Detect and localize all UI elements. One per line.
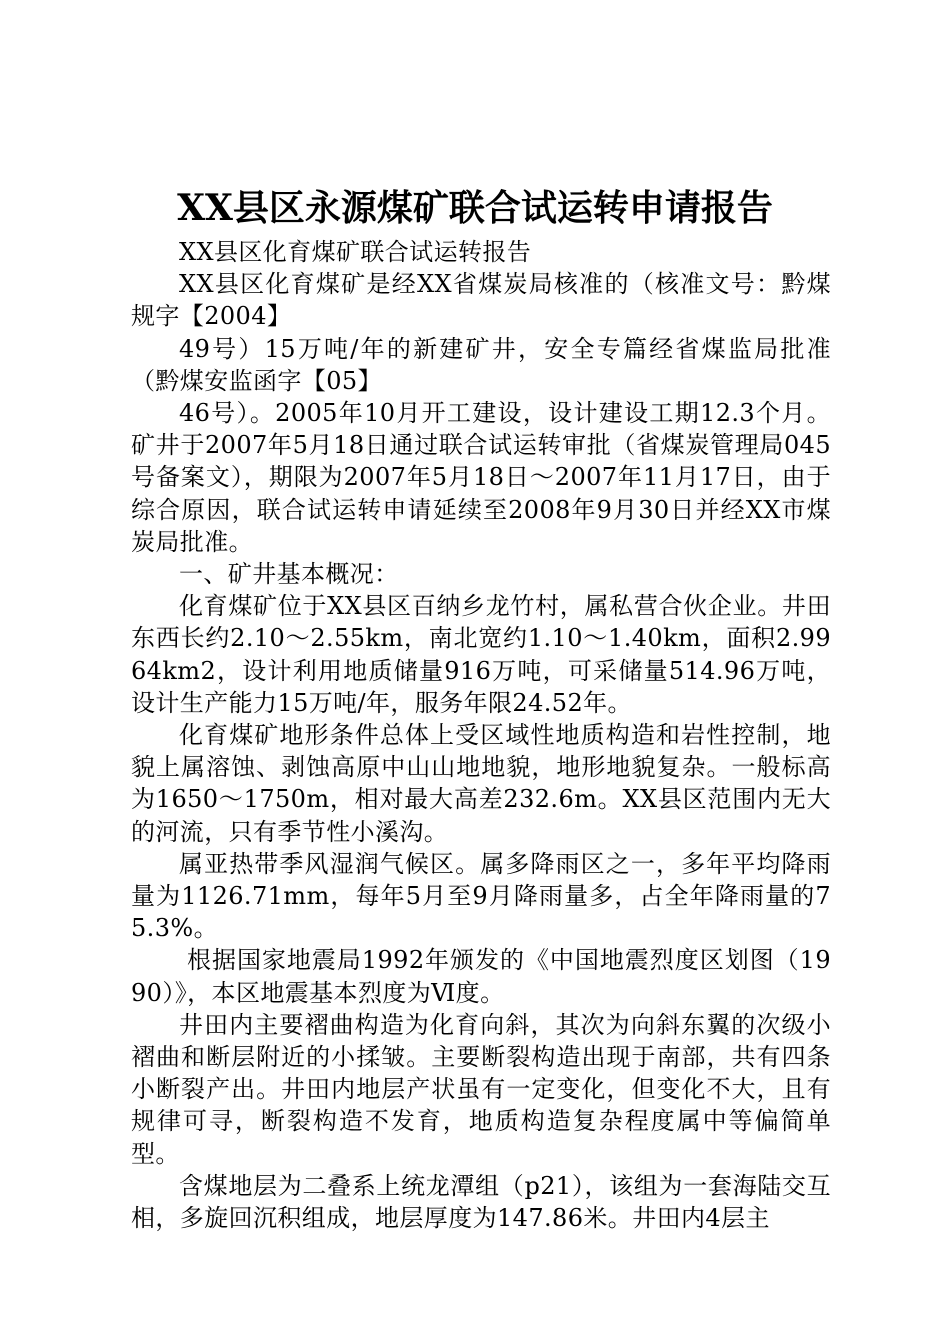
paragraph-approval-intro: XX县区化育煤矿是经XX省煤炭局核准的（核准文号：黔煤规字【2004】 bbox=[131, 270, 831, 331]
paragraph-coal-strata: 含煤地层为二叠系上统龙潭组（p21），该组为一套海陆交互相，多旋回沉积组成，地层厚度为147.86米。井田内4层主 bbox=[131, 1171, 831, 1233]
paragraph-capacity-safety: 49号）15万吨/年的新建矿井，安全专篇经省煤监局批准（黔煤安监函字【05】 bbox=[131, 334, 831, 395]
paragraph-seismic: 根据国家地震局1992年颁发的《中国地震烈度区划图（1990）》，本区地震基本烈度为Ⅵ度。 bbox=[131, 946, 831, 1007]
paragraph-report-heading: XX县区化育煤矿联合试运转报告 bbox=[179, 238, 532, 266]
paragraph-structure: 井田内主要褶曲构造为化育向斜，其次为向斜东翼的次级小褶曲和断层附近的小揉皱。主要断裂构造出现于南部，共有四条小断裂产出。井田内地层产状虽有一定变化，但变化不大，且有规律可寻，断裂构造不发育，地质构造复杂程度属中等偏简单型。 bbox=[131, 1010, 831, 1168]
paragraph-construction-timeline: 46号）。2005年10月开工建设，设计建设工期12.3个月。矿井于2007年5月18日通过联合试运转审批（省煤炭管理局045号备案文），期限为2007年5月18日～2007年11月17日，由于综合原因，联合试运转申请延续至2008年9月30日并经XX市煤炭局批准。 bbox=[131, 399, 831, 556]
document-body bbox=[131, 236, 831, 1234]
paragraph-terrain: 化育煤矿地形条件总体上受区域性地质构造和岩性控制，地貌上属溶蚀、剥蚀高原中山山地地貌，地形地貌复杂。一般标高为1650～1750m，相对最大高差232.6m。XX县区范围内无大的河流，只有季节性小溪沟。 bbox=[131, 721, 831, 846]
paragraph-climate: 属亚热带季风湿润气候区。属多降雨区之一，多年平均降雨量为1126.71mm，每年5月至9月降雨量多，占全年降雨量的75.3%。 bbox=[131, 849, 831, 943]
paragraph-location-reserves: 化育煤矿位于XX县区百纳乡龙竹村，属私营合伙企业。井田东西长约2.10～2.55km，南北宽约1.10～1.40km，面积2.9964km2，设计利用地质储量916万吨，可采储量514.96万吨，设计生产能力15万吨/年，服务年限24.52年。 bbox=[131, 592, 831, 717]
document-title: XX县区永源煤矿联合试运转申请报告 bbox=[177, 187, 773, 229]
section-heading-overview: 一、矿井基本概况： bbox=[179, 560, 399, 589]
